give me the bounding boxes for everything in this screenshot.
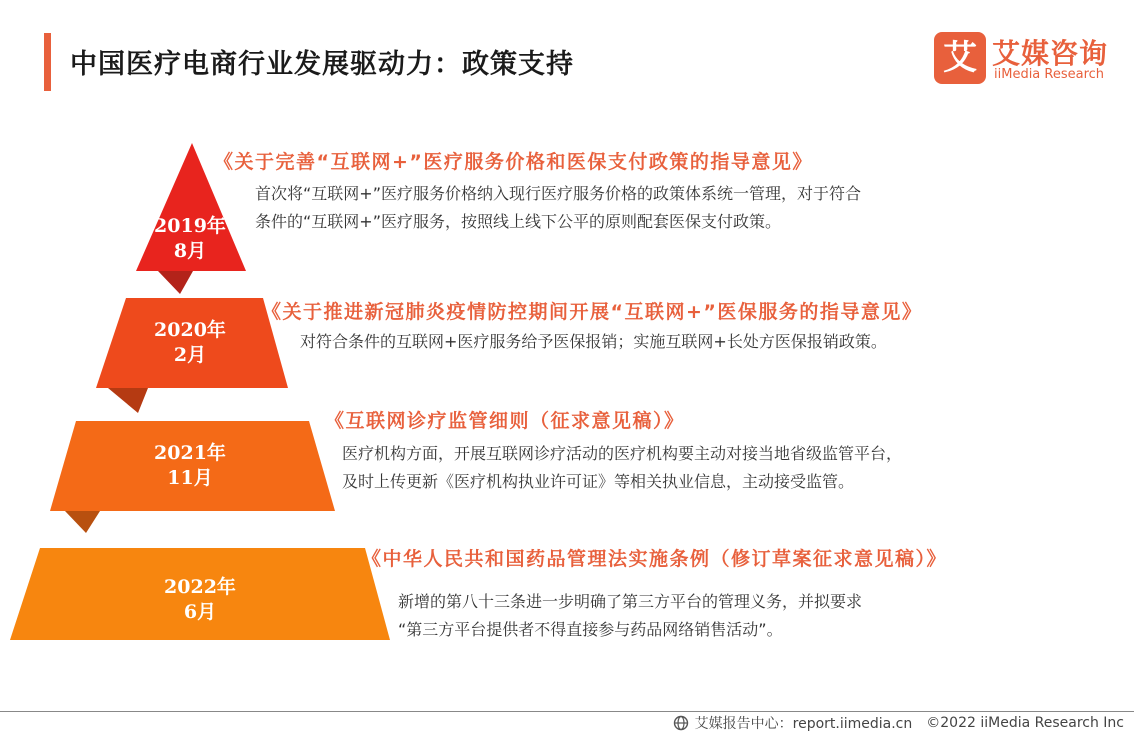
level-4-policy-desc xyxy=(398,588,862,644)
level-1-year: 2019年 xyxy=(154,215,226,237)
level-3-desc-line-1: 医疗机构方面，开展互联网诊疗活动的医疗机构要主动对接当地省级监管平台， xyxy=(342,444,903,463)
level-1-policy-desc xyxy=(255,180,861,236)
footer-copyright: ©2022 iiMedia Research Inc xyxy=(926,715,1124,731)
footer xyxy=(673,713,1124,733)
level-2-shadow xyxy=(108,388,148,413)
page-title: 中国医疗电商行业发展驱动力：政策支持 xyxy=(70,49,574,80)
level-1-policy-title: 《关于完善“互联网+”医疗服务价格和医保支付政策的指导意见》 xyxy=(214,151,813,173)
level-4-year: 2022年 xyxy=(164,576,236,598)
level-2-year: 2020年 xyxy=(154,319,226,341)
level-1-desc-line-1: 首次将“互联网+”医疗服务价格纳入现行医疗服务价格的政策体系统一管理，对于符合 xyxy=(255,184,861,203)
level-3-policy-title: 《互联网诊疗监管细则（征求意见稿）》 xyxy=(325,410,685,432)
level-4-desc-line-1: 新增的第八十三条进一步明确了第三方平台的管理义务，并拟要求 xyxy=(398,592,863,611)
level-4-desc-line-2: “第三方平台提供者不得直接参与药品网络销售活动”。 xyxy=(398,620,783,639)
footer-divider xyxy=(0,711,1134,712)
level-1-date xyxy=(130,214,250,264)
level-3-year: 2021年 xyxy=(154,442,226,464)
footer-source: 艾媒报告中心：report.iimedia.cn xyxy=(694,716,913,732)
level-2-desc-line-1: 对符合条件的互联网+医疗服务给予医保报销；实施互联网+长处方医保报销政策。 xyxy=(300,332,887,351)
level-1-month: 8月 xyxy=(173,240,207,262)
level-1-desc-line-2: 条件的“互联网+”医疗服务，按照线上线下公平的原则配套医保支付政策。 xyxy=(255,212,781,231)
level-1-shadow xyxy=(158,271,193,294)
level-4-month: 6月 xyxy=(183,601,217,623)
globe-icon xyxy=(673,715,689,731)
logo-chinese-name: 艾媒咨询 xyxy=(992,37,1109,70)
logo-english-name: iiMedia Research xyxy=(994,67,1105,82)
level-3-policy-desc xyxy=(342,440,902,496)
level-2-policy-title: 《关于推进新冠肺炎疫情防控期间开展“互联网+”医保服务的指导意见》 xyxy=(262,301,923,323)
logo-mark-icon: 艾 xyxy=(934,32,986,84)
level-3-desc-line-2: 及时上传更新《医疗机构执业许可证》等相关执业信息，主动接受监管。 xyxy=(342,472,855,491)
level-2-policy-desc xyxy=(300,328,887,356)
level-3-shadow xyxy=(65,511,100,533)
level-3-date xyxy=(130,441,250,491)
level-2-date xyxy=(130,318,250,368)
level-2-month: 2月 xyxy=(173,344,207,366)
level-4-date xyxy=(140,575,260,625)
level-4-policy-title: 《中华人民共和国药品管理法实施条例（修订草案征求意见稿）》 xyxy=(362,548,948,570)
level-3-month: 11月 xyxy=(167,467,213,489)
